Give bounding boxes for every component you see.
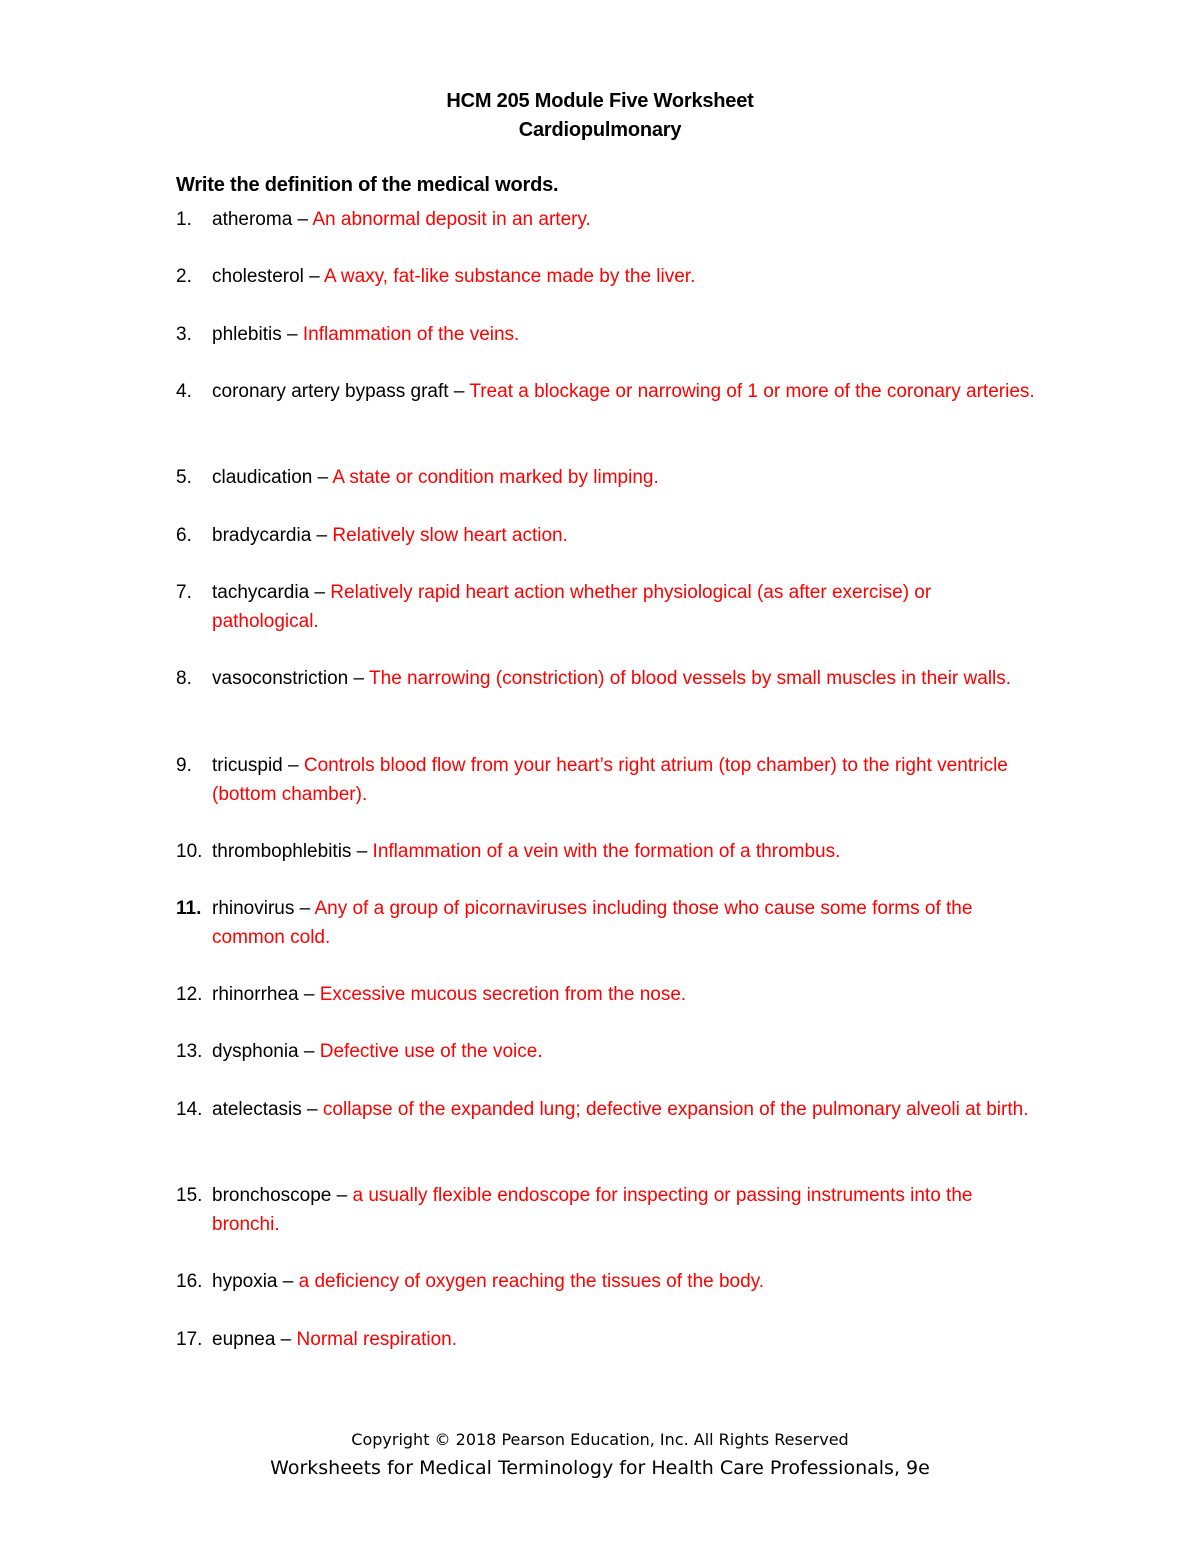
item-definition: A waxy, fat-like substance made by the liver.	[323, 266, 696, 287]
list-item	[176, 521, 1036, 550]
page-title: HCM 205 Module Five Worksheet	[446, 90, 754, 112]
item-number: 11.	[176, 898, 202, 919]
item-separator: –	[312, 467, 333, 488]
list-item	[176, 1325, 1036, 1354]
list-item	[176, 1267, 1036, 1296]
list-item	[176, 463, 1036, 492]
item-definition: Defective use of the voice.	[319, 1041, 543, 1062]
item-term: vasoconstriction	[212, 668, 349, 689]
item-number: 2.	[176, 266, 192, 287]
item-separator: –	[351, 841, 373, 862]
item-definition: Inflammation of the veins.	[302, 324, 520, 345]
item-term: cholesterol	[212, 266, 304, 287]
list-item	[176, 578, 1036, 636]
item-separator: –	[309, 582, 331, 603]
list-item	[176, 377, 1036, 406]
item-definition: a usually flexible endoscope for inspecting or passing instruments into the bronchi.	[212, 1185, 973, 1235]
list-item	[176, 837, 1036, 866]
item-definition: Treat a blockage or narrowing of 1 or more of the coronary arteries.	[469, 381, 1035, 402]
item-term: phlebitis	[212, 324, 282, 345]
item-number: 4.	[176, 381, 192, 402]
copyright-notice: Copyright © 2018 Pearson Education, Inc. All Rights Reserved	[351, 1430, 849, 1449]
list-item	[176, 1181, 1036, 1239]
item-term: rhinorrhea	[212, 984, 299, 1005]
item-separator: –	[348, 668, 370, 689]
book-title-footer: Worksheets for Medical Terminology for Health Care Professionals, 9e	[270, 1457, 930, 1479]
item-definition: Any of a group of picornaviruses including those who cause some forms of the common cold.	[212, 898, 973, 948]
item-separator: –	[277, 1271, 299, 1292]
item-separator: –	[294, 898, 315, 919]
item-number: 5.	[176, 467, 192, 488]
item-definition: A state or condition marked by limping.	[332, 467, 659, 488]
list-item	[176, 1037, 1036, 1066]
item-term: dysphonia	[212, 1041, 299, 1062]
list-item	[176, 980, 1036, 1009]
item-number: 14.	[176, 1099, 203, 1120]
item-separator: –	[282, 755, 304, 776]
item-number: 13.	[176, 1041, 203, 1062]
item-term: coronary artery bypass graft	[212, 381, 449, 402]
item-separator: –	[303, 266, 324, 287]
item-separator: –	[281, 324, 303, 345]
item-term: atelectasis	[212, 1099, 302, 1120]
item-definition: Relatively rapid heart action whether physiological (as after exercise) or pathological.	[212, 582, 932, 632]
item-term: thrombophlebitis	[212, 841, 352, 862]
item-term: bradycardia	[212, 525, 312, 546]
list-item	[176, 664, 1036, 693]
item-definition: Normal respiration.	[296, 1329, 458, 1350]
item-definition: Controls blood flow from your heart’s right atrium (top chamber) to the right ventricle (bottom chamber).	[212, 755, 1008, 805]
item-number: 15.	[176, 1185, 203, 1206]
item-definition: Inflammation of a vein with the formation of a thrombus.	[372, 841, 841, 862]
list-item	[176, 751, 1036, 809]
list-item	[176, 894, 1036, 952]
list-item	[176, 1095, 1036, 1124]
item-number: 1.	[176, 209, 192, 230]
page-subtitle: Cardiopulmonary	[518, 119, 682, 141]
item-separator: –	[448, 381, 470, 402]
item-number: 9.	[176, 755, 192, 776]
item-term: claudication	[212, 467, 313, 488]
item-definition: a deficiency of oxygen reaching the tissues of the body.	[298, 1271, 765, 1292]
item-definition: The narrowing (constriction) of blood vessels by small muscles in their walls.	[369, 668, 1012, 689]
item-separator: –	[331, 1185, 353, 1206]
item-number: 10.	[176, 841, 203, 862]
item-term: rhinovirus	[212, 898, 295, 919]
item-term: tachycardia	[212, 582, 310, 603]
list-item	[176, 205, 1036, 234]
item-term: hypoxia	[212, 1271, 278, 1292]
item-separator: –	[301, 1099, 323, 1120]
item-number: 3.	[176, 324, 192, 345]
item-number: 8.	[176, 668, 192, 689]
list-item	[176, 262, 1036, 291]
item-definition: collapse of the expanded lung; defective expansion of the pulmonary alveoli at birth.	[322, 1099, 1029, 1120]
item-number: 16.	[176, 1271, 203, 1292]
item-definition: Excessive mucous secretion from the nose.	[319, 984, 687, 1005]
item-term: tricuspid	[212, 755, 283, 776]
item-term: atheroma	[212, 209, 293, 230]
item-term: bronchoscope	[212, 1185, 332, 1206]
item-definition: Relatively slow heart action.	[332, 525, 568, 546]
item-term: eupnea	[212, 1329, 276, 1350]
item-number: 12.	[176, 984, 203, 1005]
item-number: 7.	[176, 582, 192, 603]
instructions: Write the definition of the medical words.	[176, 174, 559, 196]
item-separator: –	[298, 1041, 320, 1062]
item-separator: –	[292, 209, 313, 230]
list-item	[176, 320, 1036, 349]
item-number: 17.	[176, 1329, 203, 1350]
item-separator: –	[275, 1329, 297, 1350]
item-separator: –	[311, 525, 333, 546]
item-definition: An abnormal deposit in an artery.	[312, 209, 591, 230]
item-separator: –	[298, 984, 320, 1005]
item-number: 6.	[176, 525, 192, 546]
